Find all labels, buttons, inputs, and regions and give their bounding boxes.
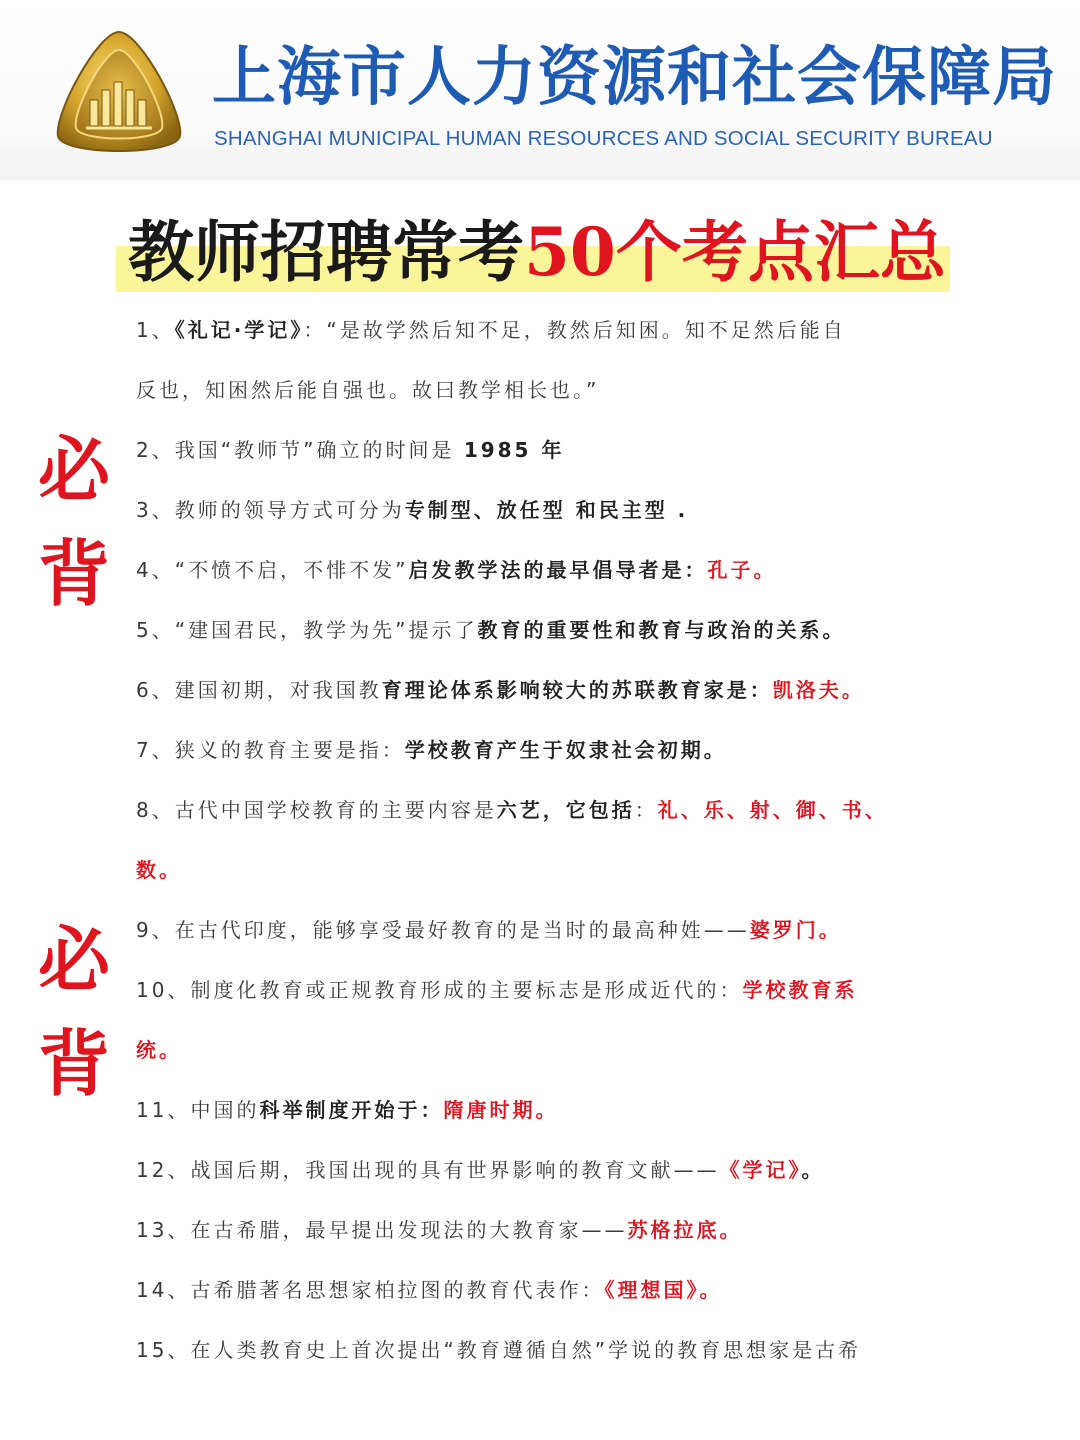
list-item: 12、战国后期，我国出现的具有世界影响的教育文献——《学记》。 xyxy=(136,1158,825,1182)
list-item: 13、在古希腊，最早提出发现法的大教育家——苏格拉底。 xyxy=(136,1218,743,1242)
title-part2: 50个考点汇总 xyxy=(524,213,946,291)
list-item: 2、我国“教师节”确立的时间是 1985 年 xyxy=(136,438,565,462)
bureau-emblem-icon xyxy=(50,28,188,160)
stamp-char: 背 xyxy=(37,1022,110,1106)
list-item: 14、古希腊著名思想家柏拉图的教育代表作：《理想国》。 xyxy=(136,1278,723,1302)
list-item: 7、狭义的教育主要是指：学校教育产生于奴隶社会初期。 xyxy=(136,738,727,762)
page-title xyxy=(128,210,968,294)
list-item-continuation: 统。 xyxy=(136,1038,182,1062)
stamp-char: 背 xyxy=(37,532,110,616)
bureau-name-en: SHANGHAI MUNICIPAL HUMAN RESOURCES AND SOCIAL SECURITY BUREAU xyxy=(214,127,993,150)
stamp-char: 必 xyxy=(37,918,110,1002)
list-item: 10、制度化教育或正规教育形成的主要标志是形成近代的：学校教育系 xyxy=(136,978,858,1002)
list-item-continuation: 反也，知困然后能自强也。故曰教学相长也。” xyxy=(136,378,600,402)
list-item: 1、《礼记·学记》：“是故学然后知不足，教然后知困。知不足然后能自 xyxy=(136,318,846,342)
bureau-name-cn: 上海市人力资源和社会保障局 xyxy=(212,41,1057,115)
list-item: 3、教师的领导方式可分为专制型、放任型 和民主型 . xyxy=(136,498,689,522)
title-part1: 教师招聘常考 xyxy=(128,213,524,291)
list-item-continuation: 数。 xyxy=(136,858,182,882)
list-item: 11、中国的科举制度开始于：隋唐时期。 xyxy=(136,1098,559,1122)
must-memorize-stamp xyxy=(34,908,114,1116)
list-item: 4、“不愤不启，不悱不发”启发教学法的最早倡导者是：孔子。 xyxy=(136,558,777,582)
list-item: 6、建国初期，对我国教育理论体系影响较大的苏联教育家是：凯洛夫。 xyxy=(136,678,865,702)
list-item: 15、在人类教育史上首次提出“教育遵循自然”学说的教育思想家是古希 xyxy=(136,1338,862,1362)
stamp-char: 必 xyxy=(37,428,110,512)
list-item: 9、在古代印度，能够享受最好教育的是当时的最高种姓——婆罗门。 xyxy=(136,918,842,942)
list-item: 8、古代中国学校教育的主要内容是六艺，它包括：礼、乐、射、御、书、 xyxy=(136,798,888,822)
must-memorize-stamp xyxy=(34,418,114,626)
page-header xyxy=(0,0,1080,180)
list-item: 5、“建国君民，教学为先”提示了教育的重要性和教育与政治的关系。 xyxy=(136,618,846,642)
